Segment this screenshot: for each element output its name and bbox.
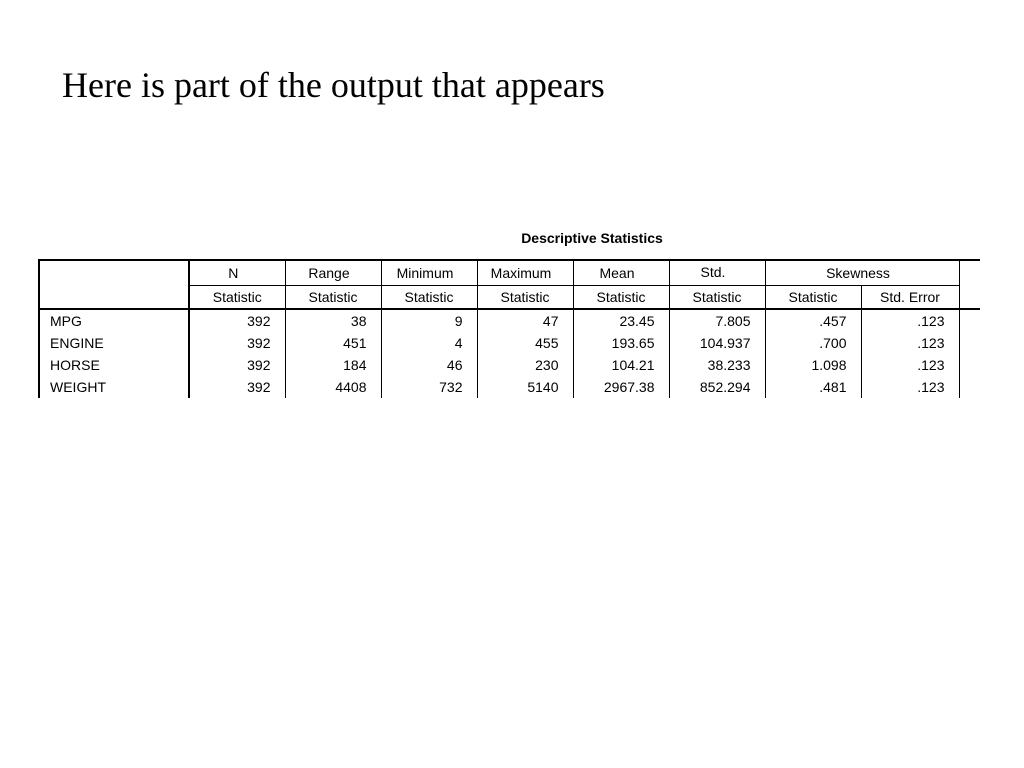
corner-cell bbox=[39, 260, 189, 286]
cell-maximum: 455 bbox=[477, 332, 573, 354]
cell-skewness: .481 bbox=[765, 376, 861, 398]
table-right-edge bbox=[959, 260, 980, 286]
cell-skewness: 1.098 bbox=[765, 354, 861, 376]
cell-std: 7.805 bbox=[669, 309, 765, 332]
cell-skewness: .700 bbox=[765, 332, 861, 354]
row-label: ENGINE bbox=[39, 332, 189, 354]
table-right-edge bbox=[959, 376, 980, 398]
cell-range: 4408 bbox=[285, 376, 381, 398]
col-header-minimum: Minimum bbox=[381, 260, 477, 286]
cell-std: 38.233 bbox=[669, 354, 765, 376]
header-row-1 bbox=[39, 260, 980, 286]
cell-skewness: .457 bbox=[765, 309, 861, 332]
subheader-maximum: Statistic bbox=[477, 286, 573, 310]
cell-minimum: 4 bbox=[381, 332, 477, 354]
cell-maximum: 5140 bbox=[477, 376, 573, 398]
cell-mean: 104.21 bbox=[573, 354, 669, 376]
cell-mean: 193.65 bbox=[573, 332, 669, 354]
cell-range: 184 bbox=[285, 354, 381, 376]
cell-n: 392 bbox=[189, 332, 285, 354]
cell-maximum: 230 bbox=[477, 354, 573, 376]
subheader-range: Statistic bbox=[285, 286, 381, 310]
subheader-n: Statistic bbox=[189, 286, 285, 310]
table-row bbox=[39, 309, 980, 332]
subheader-skew-std-error: Std. Error bbox=[861, 286, 959, 310]
cell-minimum: 9 bbox=[381, 309, 477, 332]
table-title: Descriptive Statistics bbox=[521, 230, 663, 246]
col-header-maximum: Maximum bbox=[477, 260, 573, 286]
cell-n: 392 bbox=[189, 376, 285, 398]
col-header-std: Std. bbox=[669, 260, 765, 286]
subheader-skew-statistic: Statistic bbox=[765, 286, 861, 310]
cell-skew-std-error: .123 bbox=[861, 354, 959, 376]
cell-mean: 2967.38 bbox=[573, 376, 669, 398]
table-right-edge bbox=[959, 332, 980, 354]
table-right-edge bbox=[959, 354, 980, 376]
table-row bbox=[39, 354, 980, 376]
cell-n: 392 bbox=[189, 354, 285, 376]
descriptive-statistics-table bbox=[38, 259, 980, 398]
corner-cell-lower bbox=[39, 286, 189, 310]
cell-mean: 23.45 bbox=[573, 309, 669, 332]
cell-range: 38 bbox=[285, 309, 381, 332]
cell-range: 451 bbox=[285, 332, 381, 354]
slide-heading: Here is part of the output that appears bbox=[62, 65, 605, 105]
col-header-range: Range bbox=[285, 260, 381, 286]
cell-skew-std-error: .123 bbox=[861, 376, 959, 398]
cell-n: 392 bbox=[189, 309, 285, 332]
table-right-edge bbox=[959, 309, 980, 332]
subheader-mean: Statistic bbox=[573, 286, 669, 310]
cell-minimum: 46 bbox=[381, 354, 477, 376]
cell-skew-std-error: .123 bbox=[861, 332, 959, 354]
row-label: WEIGHT bbox=[39, 376, 189, 398]
table-row bbox=[39, 332, 980, 354]
table-right-edge bbox=[959, 286, 980, 310]
col-header-n: N bbox=[189, 260, 285, 286]
header-row-2 bbox=[39, 286, 980, 310]
subheader-minimum: Statistic bbox=[381, 286, 477, 310]
cell-minimum: 732 bbox=[381, 376, 477, 398]
row-label: MPG bbox=[39, 309, 189, 332]
cell-std: 852.294 bbox=[669, 376, 765, 398]
cell-std: 104.937 bbox=[669, 332, 765, 354]
row-label: HORSE bbox=[39, 354, 189, 376]
table-row bbox=[39, 376, 980, 398]
cell-maximum: 47 bbox=[477, 309, 573, 332]
col-header-skewness: Skewness bbox=[765, 260, 959, 286]
col-header-mean: Mean bbox=[573, 260, 669, 286]
subheader-std: Statistic bbox=[669, 286, 765, 310]
cell-skew-std-error: .123 bbox=[861, 309, 959, 332]
